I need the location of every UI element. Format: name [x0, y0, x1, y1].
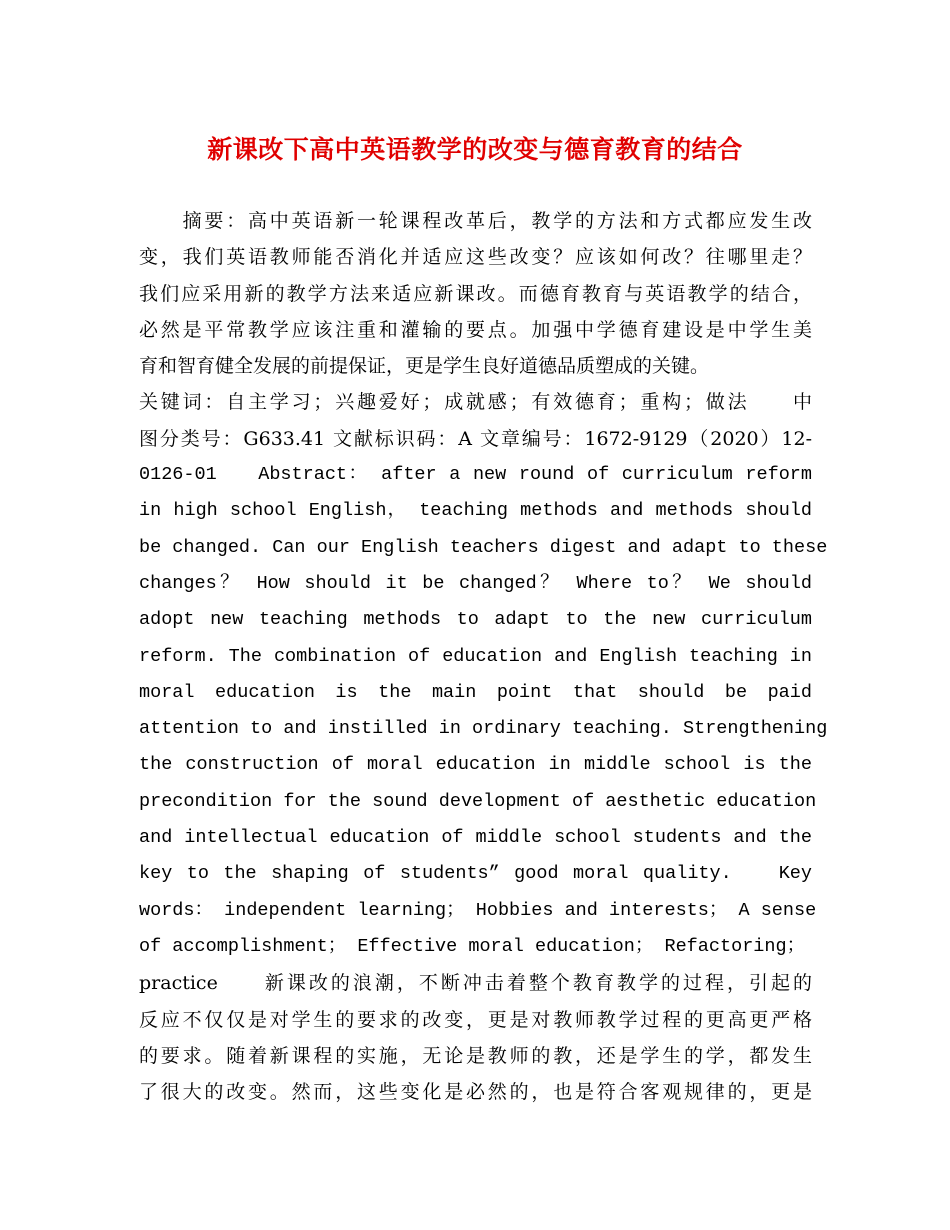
- body-line: precondition for the sound development of aesthetic education: [139, 790, 817, 812]
- document-title: 新课改下高中英语教学的改变与德育教育的结合: [207, 135, 743, 164]
- body-line: 反应不仅仅是对学生的要求的改变，更是对教师教学过程的更高更严格: [139, 1008, 812, 1031]
- body-line: 了很大的改变。然而，这些变化是必然的，也是符合客观规律的，更是: [139, 1081, 812, 1104]
- body-line: 图分类号：G633.41 文献标识码：A 文章编号：1672-9129（2020）12-: [139, 427, 812, 450]
- body-line: in high school English， teaching methods and methods should: [139, 500, 812, 522]
- body-line: 育和智育健全发展的前提保证，更是学生良好道德品质塑成的关键。: [139, 355, 710, 378]
- body-line: key to the shaping of students” good moral quality. Key: [139, 863, 812, 885]
- body-line: moral education is the main point that should be paid: [139, 681, 812, 703]
- body-line: 必然是平常教学应该注重和灌输的要点。加强中学德育建设是中学生美: [139, 318, 812, 341]
- body-line: words： independent learning； Hobbies and interests； A sense: [139, 899, 817, 921]
- document-body: [139, 203, 828, 1110]
- body-line: of accomplishment； Effective moral education； Refactoring；: [139, 935, 806, 957]
- body-line: 我们应采用新的教学方法来适应新课改。而德育教育与英语教学的结合，: [139, 282, 812, 305]
- body-line: practice 新课改的浪潮，不断冲击着整个教育教学的过程，引起的: [139, 972, 812, 995]
- body-line: and intellectual education of middle school students and the: [139, 827, 812, 849]
- body-line: reform. The combination of education and English teaching in: [139, 645, 812, 667]
- body-line: changes？ How should it be changed？ Where to？ We should: [139, 572, 812, 594]
- body-line: attention to and instilled in ordinary teaching. Strengthening: [139, 718, 828, 740]
- body-line: 的要求。随着新课程的实施，无论是教师的教，还是学生的学，都发生: [139, 1044, 812, 1067]
- body-line: 摘要：高中英语新一轮课程改革后，教学的方法和方式都应发生改: [139, 210, 812, 232]
- body-line: 变，我们英语教师能否消化并适应这些改变？应该如何改？往哪里走？: [139, 246, 812, 269]
- body-line: 关键词：自主学习；兴趣爱好；成就感；有效德育；重构；做法 中: [139, 391, 812, 414]
- body-line: be changed. Can our English teachers digest and adapt to these: [139, 536, 828, 558]
- body-line: 0126-01 Abstract： after a new round of curriculum reform: [139, 464, 812, 486]
- body-line: adopt new teaching methods to adapt to the new curriculum: [139, 609, 812, 631]
- body-line: the construction of moral education in middle school is the: [139, 754, 812, 776]
